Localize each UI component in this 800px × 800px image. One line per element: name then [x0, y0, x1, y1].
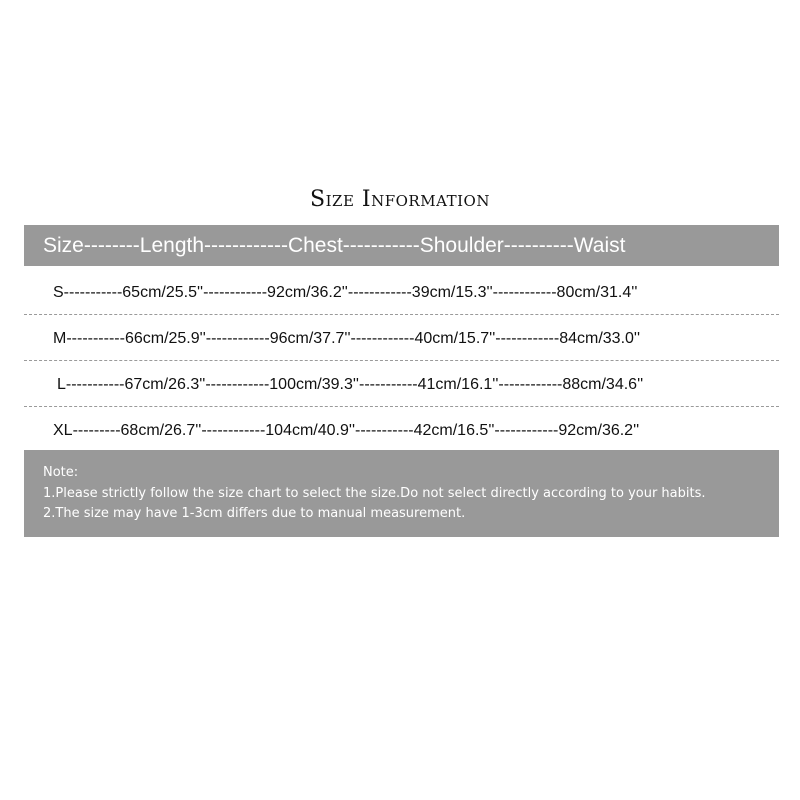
size-row-text: S-----------65cm/25.5''------------92cm/36.2''------------39cm/15.3''------------80cm/31.4'' — [53, 284, 638, 301]
note-line-2: 2.The size may have 1-3cm differs due to manual measurement. — [43, 506, 466, 521]
size-row-s — [24, 270, 779, 316]
note-box — [24, 450, 779, 537]
note-heading: Note: — [43, 465, 79, 480]
note-line-1: 1.Please strictly follow the size chart to select the size.Do not select directly according to your habits. — [43, 485, 706, 501]
size-row-m — [24, 316, 779, 362]
size-row-text: M-----------66cm/25.9''------------96cm/37.7''------------40cm/15.7''------------84cm/33.0'' — [53, 330, 641, 347]
size-row-l — [24, 362, 779, 408]
page-title: Size Information — [310, 187, 490, 212]
size-row-text: L-----------67cm/26.3''------------100cm/39.3''-----------41cm/16.1''------------88cm/34.6'' — [57, 376, 644, 393]
row-divider — [24, 314, 779, 315]
row-divider — [24, 360, 779, 361]
size-row-text: XL---------68cm/26.7''------------104cm/40.9''-----------42cm/16.5''------------92cm/36.2'' — [53, 422, 640, 439]
size-row-xl — [24, 408, 779, 454]
row-divider — [24, 406, 779, 407]
size-table-header: Size--------Length------------Chest-----------Shoulder----------Waist — [24, 225, 779, 266]
